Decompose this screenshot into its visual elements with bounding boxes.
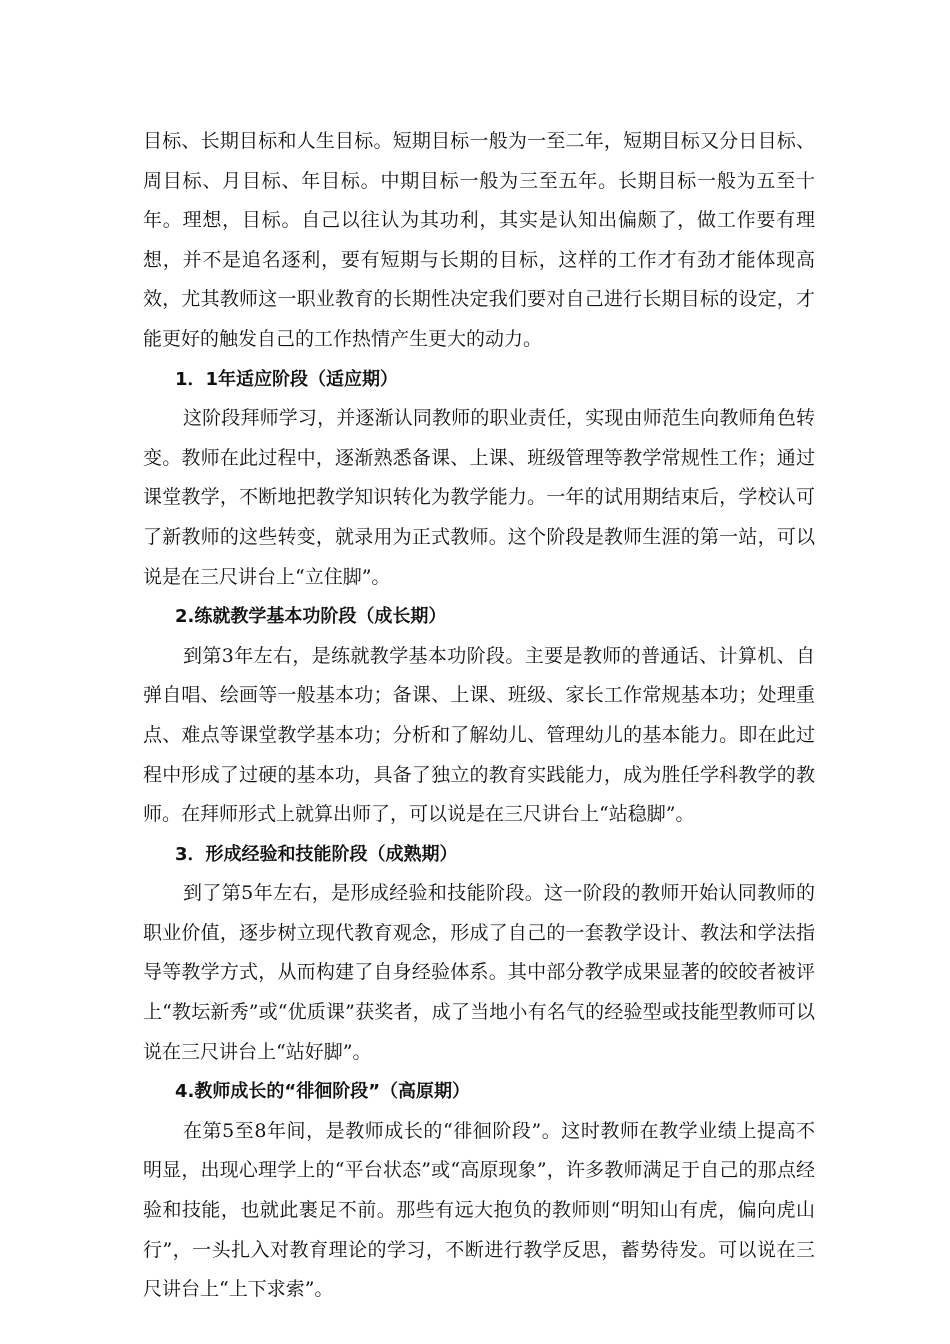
section-body-maturity: 到了第5年左右，是形成经验和技能阶段。这一阶段的教师开始认同教师的职业价值，逐步树立现代教育观念，形成了自己的一套教学设计、教法和学法指导等教学方式，从而构建了自身经验体系。其中部分教学成果显著的皎皎者被评上“教坛新秀”或“优质课”获奖者，成了当地小有名气的经验型或技能型教师可以说在三尺讲台上“站好脚”。: [143, 882, 815, 1063]
section-body-adaptation: 这阶段拜师学习，并逐渐认同教师的职业责任，实现由师范生向教师角色转变。教师在此过程中，逐渐熟悉备课、上课、班级管理等教学常规性工作；通过课堂教学，不断地把教学知识转化为教学能力。一年的试用期结束后，学校认可了新教师的这些转变，就录用为正式教师。这个阶段是教师生涯的第一站，可以说是在三尺讲台上“立住脚”。: [143, 407, 815, 588]
section-body-growth: 到第3年左右，是练就教学基本功阶段。主要是教师的普通话、计算机、自弹自唱、绘画等一般基本功；备课、上课、班级、家长工作常规基本功；处理重点、难点等课堂教学基本功；分析和了解幼儿、管理幼儿的基本能力。即在此过程中形成了过硬的基本功，具备了独立的教育实践能力，成为胜任学科教学的教师。在拜师形式上就算出师了，可以说是在三尺讲台上“站稳脚”。: [143, 644, 815, 826]
section-heading-plateau: 4.教师成长的“徘徊阶段”（高原期）: [175, 1081, 471, 1103]
document-body: [143, 122, 815, 1310]
section-heading-maturity: 3．形成经验和技能阶段（成熟期）: [175, 843, 458, 865]
section-heading-growth: 2.练就教学基本功阶段（成长期）: [175, 606, 447, 628]
section-heading-adaptation: 1．1年适应阶段（适应期）: [175, 368, 399, 390]
intro-paragraph: 目标、长期目标和人生目标。短期目标一般为一至二年，短期目标又分日目标、周目标、月目标、年目标。中期目标一般为三至五年。长期目标一般为五至十年。理想，目标。自己以往认为其功利，其实是认知出偏颇了，做工作要有理想，并不是追名逐利，要有短期与长期的目标，这样的工作才有劲才能体现高效，尤其教师这一职业教育的长期性决定我们要对自己进行长期目标的设定，才能更好的触发自己的工作热情产生更大的动力。: [143, 130, 815, 350]
section-body-plateau: 在第5至8年间，是教师成长的“徘徊阶段”。这时教师在教学业绩上提高不明显，出现心理学上的“平台状态”或“高原现象”，许多教师满足于自己的那点经验和技能，也就此裹足不前。那些有远大抱负的教师则“明知山有虎，偏向虎山行”，一头扎入对教育理论的学习，不断进行教学反思，蓄势待发。可以说在三尺讲台上“上下求索”。: [143, 1119, 815, 1301]
